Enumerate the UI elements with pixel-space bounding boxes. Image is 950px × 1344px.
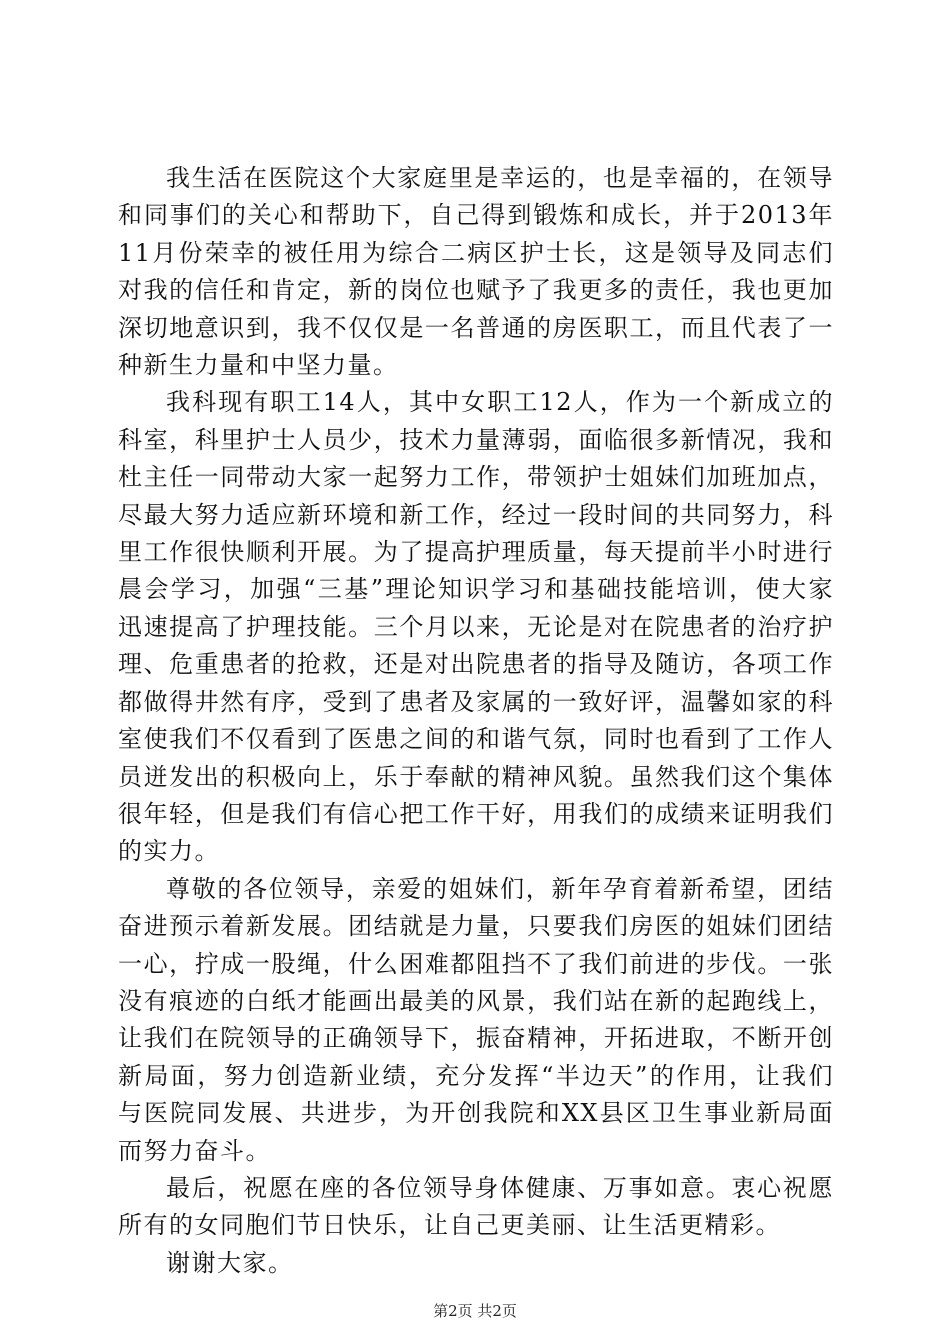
paragraph-intro: 我生活在医院这个大家庭里是幸运的，也是幸福的，在领导和同事们的关心和帮助下，自己得到锻炼和成长，并于2013年11月份荣幸的被任用为综合二病区护士长，这是领导及同志们对我的信任和肯定，新的岗位也赋予了我更多的责任，我也更加深切地意识到，我不仅仅是一名普通的房医职工，而且代表了一种新生力量和中坚力量。 <box>118 164 834 380</box>
paragraph-thanks: 谢谢大家。 <box>166 1248 294 1277</box>
page-number-footer: 第2页 共2页 <box>433 1302 517 1320</box>
paragraph-appeal: 尊敬的各位领导，亲爱的姐妹们，新年孕育着新希望，团结奋进预示着新发展。团结就是力量，只要我们房医的姐妹们团结一心，拧成一股绳，什么困难都阻挡不了我们前进的步伐。一张没有痕迹的白纸才能画出最美的风景，我们站在新的起跑线上，让我们在院领导的正确领导下，振奋精神，开拓进取，不断开创新局面，努力创造新业绩，充分发挥“半边天”的作用，让我们与医院同发展、共进步，为开创我院和XX县区卫生事业新局面而努力奋斗。 <box>118 874 834 1165</box>
paragraph-wishes: 最后，祝愿在座的各位领导身体健康、万事如意。衷心祝愿所有的女同胞们节日快乐，让自己更美丽、让生活更精彩。 <box>118 1173 834 1240</box>
paragraph-department: 我科现有职工14人，其中女职工12人，作为一个新成立的科室，科里护士人员少，技术力量薄弱，面临很多新情况，我和杜主任一同带动大家一起努力工作，带领护士姐妹们加班加点，尽最大努力适应新环境和新工作，经过一段时间的共同努力，科里工作很快顺利开展。为了提高护理质量，每天提前半小时进行晨会学习，加强“三基”理论知识学习和基础技能培训，使大家迅速提高了护理技能。三个月以来，无论是对在院患者的治疗护理、危重患者的抢救，还是对出院患者的指导及随访，各项工作都做得井然有序，受到了患者及家属的一致好评，温馨如家的科室使我们不仅看到了医患之间的和谐气氛，同时也看到了工作人员迸发出的积极向上，乐于奉献的精神风貌。虽然我们这个集体很年轻，但是我们有信心把工作干好，用我们的成绩来证明我们的实力。 <box>118 388 834 866</box>
document-body <box>118 160 834 1282</box>
